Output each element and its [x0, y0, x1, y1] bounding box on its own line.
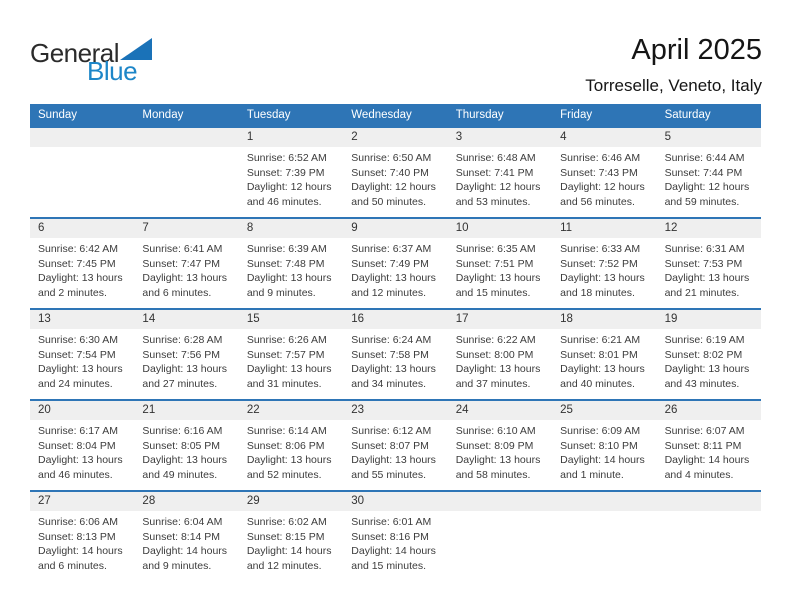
sunset-text: Sunset: 7:44 PM	[664, 166, 743, 179]
sunrise-text: Sunrise: 6:24 AM	[351, 334, 432, 346]
sunrise-text: Sunrise: 6:50 AM	[351, 152, 432, 164]
date-number: 25	[552, 401, 656, 420]
day-details	[552, 420, 656, 490]
sunrise-text: Sunrise: 6:48 AM	[455, 152, 536, 164]
sunset-text: Sunset: 8:13 PM	[38, 530, 116, 543]
date-number: 20	[30, 401, 134, 420]
daylight-text: Daylight: 13 hours	[455, 363, 541, 375]
day-details	[134, 329, 238, 399]
week-row	[30, 490, 761, 581]
day-details	[239, 238, 343, 308]
sunrise-text: Sunrise: 6:07 AM	[664, 425, 745, 437]
daylight-text-continued: and 46 minutes.	[246, 195, 322, 208]
sunrise-text: Sunrise: 6:12 AM	[351, 425, 432, 437]
day-details	[30, 420, 134, 490]
day-cell	[448, 401, 552, 490]
sunrise-text: Sunrise: 6:31 AM	[664, 243, 745, 255]
weekday-header: Wednesday	[351, 109, 412, 121]
day-details	[552, 329, 656, 399]
day-details	[239, 147, 343, 217]
sunset-text: Sunset: 7:56 PM	[142, 348, 221, 361]
day-cell	[134, 219, 238, 308]
daylight-text: Daylight: 13 hours	[560, 363, 645, 375]
day-cell	[134, 401, 238, 490]
daylight-text: Daylight: 13 hours	[351, 272, 436, 284]
sunrise-text: Sunrise: 6:09 AM	[560, 425, 641, 437]
sunset-text: Sunset: 8:05 PM	[142, 439, 221, 452]
sunrise-text: Sunrise: 6:35 AM	[455, 243, 536, 255]
daylight-text: Daylight: 13 hours	[142, 454, 228, 466]
daylight-text: Daylight: 13 hours	[455, 454, 541, 466]
sunset-text: Sunset: 8:04 PM	[38, 439, 116, 452]
day-details	[30, 147, 134, 217]
sunset-text: Sunset: 7:47 PM	[142, 257, 221, 270]
daylight-text: Daylight: 13 hours	[142, 363, 228, 375]
day-details	[239, 329, 343, 399]
sunset-text: Sunset: 7:39 PM	[246, 166, 325, 179]
date-number: 21	[134, 401, 238, 420]
daylight-text-continued: and 6 minutes.	[38, 559, 107, 572]
date-number: 10	[448, 219, 552, 238]
day-cell	[657, 401, 761, 490]
sunrise-text: Sunrise: 6:46 AM	[560, 152, 641, 164]
day-details	[343, 511, 447, 581]
day-details	[134, 420, 238, 490]
sunrise-text: Sunrise: 6:26 AM	[246, 334, 327, 346]
daylight-text: Daylight: 14 hours	[351, 545, 436, 557]
daylight-text-continued: and 15 minutes.	[455, 286, 531, 299]
sunset-text: Sunset: 8:00 PM	[455, 348, 534, 361]
sunset-text: Sunset: 7:40 PM	[351, 166, 429, 179]
day-cell	[657, 219, 761, 308]
daylight-text-continued: and 2 minutes.	[38, 286, 107, 299]
day-cell	[343, 219, 447, 308]
date-number: 23	[343, 401, 447, 420]
weekday-header: Friday	[560, 109, 593, 121]
day-cell	[552, 128, 656, 217]
daylight-text: Daylight: 12 hours	[664, 181, 750, 193]
sunset-text: Sunset: 8:02 PM	[664, 348, 743, 361]
day-details	[30, 511, 134, 581]
sunset-text: Sunset: 7:58 PM	[351, 348, 429, 361]
day-details	[657, 147, 761, 217]
daylight-text-continued: and 15 minutes.	[351, 559, 426, 572]
daylight-text: Daylight: 13 hours	[455, 272, 541, 284]
date-number	[552, 492, 656, 511]
daylight-text: Daylight: 12 hours	[246, 181, 332, 193]
day-cell	[448, 219, 552, 308]
daylight-text: Daylight: 12 hours	[455, 181, 541, 193]
sunset-text: Sunset: 7:45 PM	[38, 257, 116, 270]
daylight-text-continued: and 4 minutes.	[664, 468, 734, 481]
day-cell	[239, 219, 343, 308]
sunrise-text: Sunrise: 6:14 AM	[246, 425, 327, 437]
logo-text-blue: Blue	[87, 56, 138, 86]
sunset-text: Sunset: 7:57 PM	[246, 348, 325, 361]
sunset-text: Sunset: 8:09 PM	[455, 439, 534, 452]
day-details	[448, 511, 552, 581]
daylight-text-continued: and 50 minutes.	[351, 195, 426, 208]
day-details	[30, 238, 134, 308]
weekday-header: Tuesday	[246, 109, 291, 121]
day-details	[552, 511, 656, 581]
sunset-text: Sunset: 8:01 PM	[560, 348, 638, 361]
date-number: 4	[552, 128, 656, 147]
sunset-text: Sunset: 7:53 PM	[664, 257, 743, 270]
day-details	[239, 511, 343, 581]
day-details	[448, 329, 552, 399]
daylight-text-continued: and 58 minutes.	[455, 468, 531, 481]
weekday-header: Thursday	[455, 109, 504, 121]
daylight-text-continued: and 37 minutes.	[455, 377, 531, 390]
daylight-text: Daylight: 13 hours	[38, 363, 123, 375]
day-cell	[134, 310, 238, 399]
day-details	[134, 238, 238, 308]
sunrise-text: Sunrise: 6:19 AM	[664, 334, 745, 346]
daylight-text-continued: and 27 minutes.	[142, 377, 218, 390]
day-cell	[552, 401, 656, 490]
date-number	[448, 492, 552, 511]
day-cell	[239, 492, 343, 581]
daylight-text: Daylight: 13 hours	[142, 272, 228, 284]
day-details	[657, 238, 761, 308]
day-details	[343, 147, 447, 217]
sunrise-text: Sunrise: 6:37 AM	[351, 243, 432, 255]
daylight-text: Daylight: 13 hours	[246, 272, 332, 284]
day-cell	[657, 310, 761, 399]
day-cell	[343, 492, 447, 581]
day-details	[30, 329, 134, 399]
daylight-text: Daylight: 13 hours	[560, 272, 645, 284]
daylight-text-continued: and 21 minutes.	[664, 286, 740, 299]
day-cell	[30, 219, 134, 308]
weekday-header: Saturday	[664, 109, 711, 121]
day-details	[134, 147, 238, 217]
day-cell	[30, 310, 134, 399]
day-details	[448, 420, 552, 490]
page-title: April 2025	[631, 34, 762, 66]
daylight-text: Daylight: 14 hours	[142, 545, 228, 557]
daylight-text-continued: and 9 minutes.	[142, 559, 212, 572]
sunrise-text: Sunrise: 6:30 AM	[38, 334, 118, 346]
daylight-text: Daylight: 13 hours	[246, 363, 332, 375]
daylight-text-continued: and 49 minutes.	[142, 468, 218, 481]
empty-cell	[552, 492, 656, 581]
daylight-text-continued: and 1 minute.	[560, 468, 624, 481]
sunset-text: Sunset: 7:49 PM	[351, 257, 429, 270]
date-number: 13	[30, 310, 134, 329]
date-number: 7	[134, 219, 238, 238]
date-number: 16	[343, 310, 447, 329]
location-subtitle: Torreselle, Veneto, Italy	[585, 76, 762, 95]
week-row	[30, 217, 761, 308]
week-row	[30, 308, 761, 399]
day-cell	[239, 128, 343, 217]
day-details	[657, 420, 761, 490]
daylight-text: Daylight: 13 hours	[664, 363, 750, 375]
day-cell	[30, 401, 134, 490]
day-details	[657, 511, 761, 581]
week-row	[30, 126, 761, 217]
date-number: 15	[239, 310, 343, 329]
date-number: 1	[239, 128, 343, 147]
date-number	[134, 128, 238, 147]
date-number: 6	[30, 219, 134, 238]
date-number: 18	[552, 310, 656, 329]
day-details	[448, 238, 552, 308]
sunset-text: Sunset: 8:14 PM	[142, 530, 221, 543]
date-number: 19	[657, 310, 761, 329]
general-blue-logo	[30, 36, 152, 84]
date-number: 8	[239, 219, 343, 238]
sunset-text: Sunset: 8:16 PM	[351, 530, 429, 543]
sunrise-text: Sunrise: 6:17 AM	[38, 425, 118, 437]
daylight-text-continued: and 59 minutes.	[664, 195, 740, 208]
sunrise-text: Sunrise: 6:41 AM	[142, 243, 223, 255]
date-number: 28	[134, 492, 238, 511]
daylight-text-continued: and 53 minutes.	[455, 195, 531, 208]
daylight-text: Daylight: 13 hours	[38, 454, 123, 466]
day-cell	[134, 492, 238, 581]
sunrise-text: Sunrise: 6:42 AM	[38, 243, 118, 255]
date-number: 11	[552, 219, 656, 238]
daylight-text-continued: and 43 minutes.	[664, 377, 740, 390]
sunset-text: Sunset: 8:15 PM	[246, 530, 325, 543]
daylight-text: Daylight: 12 hours	[560, 181, 645, 193]
daylight-text-continued: and 52 minutes.	[246, 468, 322, 481]
weekday-row	[30, 104, 761, 126]
sunset-text: Sunset: 8:07 PM	[351, 439, 429, 452]
day-cell	[552, 219, 656, 308]
date-number	[30, 128, 134, 147]
daylight-text: Daylight: 12 hours	[351, 181, 436, 193]
empty-cell	[657, 492, 761, 581]
daylight-text: Daylight: 14 hours	[664, 454, 750, 466]
date-number: 2	[343, 128, 447, 147]
day-details	[448, 147, 552, 217]
logo-text-general: General	[30, 38, 119, 68]
date-number: 22	[239, 401, 343, 420]
date-number: 27	[30, 492, 134, 511]
day-details	[343, 329, 447, 399]
title-block	[585, 34, 762, 96]
date-number: 9	[343, 219, 447, 238]
calendar	[30, 104, 761, 581]
date-number: 26	[657, 401, 761, 420]
daylight-text-continued: and 24 minutes.	[38, 377, 113, 390]
sunset-text: Sunset: 7:51 PM	[455, 257, 534, 270]
sunrise-text: Sunrise: 6:52 AM	[246, 152, 327, 164]
sunset-text: Sunset: 8:06 PM	[246, 439, 325, 452]
daylight-text-continued: and 9 minutes.	[246, 286, 316, 299]
day-details	[343, 238, 447, 308]
daylight-text-continued: and 18 minutes.	[560, 286, 635, 299]
daylight-text-continued: and 12 minutes.	[351, 286, 426, 299]
sunrise-text: Sunrise: 6:01 AM	[351, 516, 432, 528]
daylight-text-continued: and 55 minutes.	[351, 468, 426, 481]
daylight-text: Daylight: 13 hours	[38, 272, 123, 284]
day-cell	[448, 128, 552, 217]
sunrise-text: Sunrise: 6:16 AM	[142, 425, 223, 437]
sunrise-text: Sunrise: 6:39 AM	[246, 243, 327, 255]
daylight-text-continued: and 31 minutes.	[246, 377, 322, 390]
sunset-text: Sunset: 7:52 PM	[560, 257, 638, 270]
empty-cell	[134, 128, 238, 217]
sunrise-text: Sunrise: 6:06 AM	[38, 516, 118, 528]
date-number: 30	[343, 492, 447, 511]
day-details	[239, 420, 343, 490]
day-details	[134, 511, 238, 581]
day-details	[552, 147, 656, 217]
day-details	[343, 420, 447, 490]
sunrise-text: Sunrise: 6:02 AM	[246, 516, 327, 528]
sunset-text: Sunset: 7:43 PM	[560, 166, 638, 179]
daylight-text: Daylight: 13 hours	[246, 454, 332, 466]
date-number: 3	[448, 128, 552, 147]
daylight-text: Daylight: 13 hours	[351, 454, 436, 466]
daylight-text: Daylight: 14 hours	[246, 545, 332, 557]
sunset-text: Sunset: 7:41 PM	[455, 166, 534, 179]
empty-cell	[30, 128, 134, 217]
daylight-text-continued: and 6 minutes.	[142, 286, 212, 299]
daylight-text-continued: and 12 minutes.	[246, 559, 322, 572]
daylight-text: Daylight: 14 hours	[560, 454, 645, 466]
day-cell	[657, 128, 761, 217]
day-details	[657, 329, 761, 399]
day-cell	[343, 128, 447, 217]
day-cell	[448, 310, 552, 399]
daylight-text-continued: and 34 minutes.	[351, 377, 426, 390]
weekday-header: Sunday	[38, 109, 78, 121]
date-number: 29	[239, 492, 343, 511]
date-number: 24	[448, 401, 552, 420]
week-row	[30, 399, 761, 490]
sunrise-text: Sunrise: 6:04 AM	[142, 516, 223, 528]
daylight-text: Daylight: 13 hours	[351, 363, 436, 375]
empty-cell	[448, 492, 552, 581]
day-cell	[343, 401, 447, 490]
sunrise-text: Sunrise: 6:28 AM	[142, 334, 223, 346]
sunset-text: Sunset: 8:11 PM	[664, 439, 742, 452]
daylight-text: Daylight: 14 hours	[38, 545, 123, 557]
sunset-text: Sunset: 8:10 PM	[560, 439, 638, 452]
date-number: 5	[657, 128, 761, 147]
daylight-text-continued: and 46 minutes.	[38, 468, 113, 481]
sunrise-text: Sunrise: 6:44 AM	[664, 152, 745, 164]
date-number: 14	[134, 310, 238, 329]
day-details	[552, 238, 656, 308]
date-number: 17	[448, 310, 552, 329]
daylight-text-continued: and 56 minutes.	[560, 195, 635, 208]
daylight-text-continued: and 40 minutes.	[560, 377, 635, 390]
daylight-text: Daylight: 13 hours	[664, 272, 750, 284]
sunrise-text: Sunrise: 6:33 AM	[560, 243, 641, 255]
date-number	[657, 492, 761, 511]
sunrise-text: Sunrise: 6:10 AM	[455, 425, 536, 437]
day-cell	[30, 492, 134, 581]
sunset-text: Sunset: 7:54 PM	[38, 348, 116, 361]
sunrise-text: Sunrise: 6:22 AM	[455, 334, 536, 346]
sunset-text: Sunset: 7:48 PM	[246, 257, 325, 270]
day-cell	[239, 401, 343, 490]
day-cell	[343, 310, 447, 399]
day-cell	[552, 310, 656, 399]
weekday-header: Monday	[142, 109, 184, 121]
calendar-weeks	[30, 126, 761, 581]
date-number: 12	[657, 219, 761, 238]
sunrise-text: Sunrise: 6:21 AM	[560, 334, 641, 346]
day-cell	[239, 310, 343, 399]
